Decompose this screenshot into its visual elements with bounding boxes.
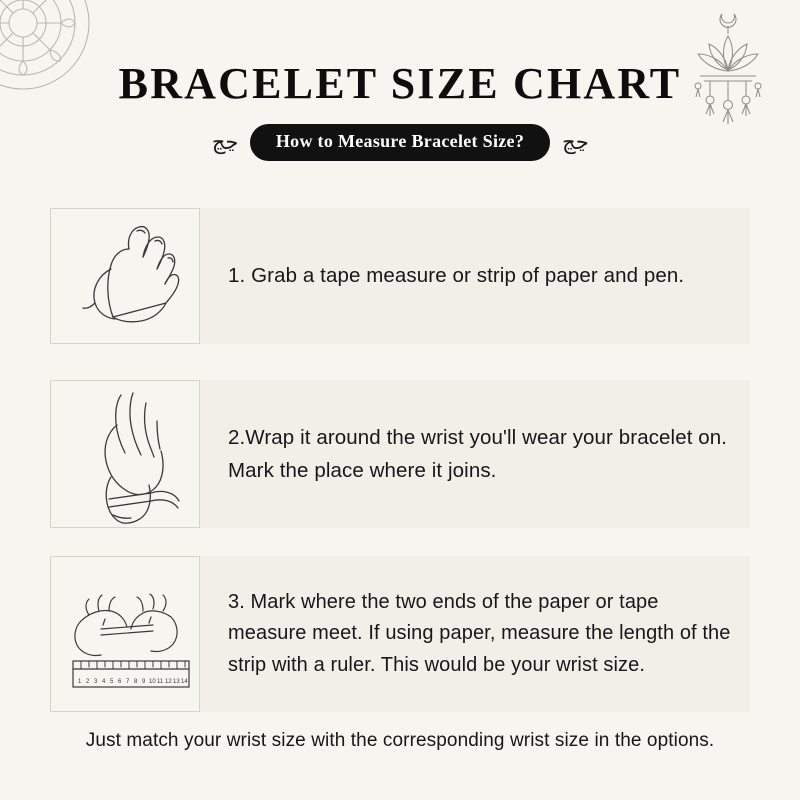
step-text-2: 2.Wrap it around the wrist you'll wear your bracelet on. Mark the place where it joins. (228, 425, 728, 482)
flourish-left-icon: ڃڃ (211, 130, 239, 154)
svg-text:11: 11 (157, 679, 164, 685)
page-title: BRACELET SIZE CHART (118, 59, 682, 108)
svg-text:13: 13 (173, 679, 180, 685)
step-item-2 (50, 380, 750, 528)
svg-text:6: 6 (118, 679, 122, 685)
svg-text:7: 7 (126, 679, 130, 685)
flourish-right-icon: ڃڃ (562, 130, 589, 154)
hand-wrapping-tape-around-wrist-icon (50, 380, 200, 528)
svg-text:9: 9 (142, 679, 146, 685)
svg-text:8: 8 (134, 679, 138, 685)
hands-measuring-strip-with-ruler-icon (50, 556, 200, 712)
svg-text:12: 12 (165, 679, 172, 685)
step-item-1 (50, 208, 750, 344)
hand-with-tape-measure-icon (50, 208, 200, 344)
svg-text:4: 4 (102, 679, 106, 685)
svg-text:5: 5 (110, 679, 114, 685)
subtitle-badge: How to Measure Bracelet Size? (250, 124, 550, 161)
step-text-1: 1. Grab a tape measure or strip of paper and pen. (228, 264, 685, 288)
step-text-3: 3. Mark where the two ends of the paper or tape measure meet. If using paper, measure the length of the strip with a ruler. This would be your wrist size. (228, 590, 731, 676)
footer-note: Just match your wrist size with the corresponding wrist size in the options. (85, 730, 715, 751)
svg-text:3: 3 (94, 679, 98, 685)
svg-text:10: 10 (149, 679, 156, 685)
step-item-3 (50, 556, 750, 712)
svg-text:2: 2 (86, 679, 90, 685)
svg-text:1: 1 (78, 679, 82, 685)
subtitle-row (0, 124, 800, 161)
svg-text:14: 14 (181, 679, 188, 685)
